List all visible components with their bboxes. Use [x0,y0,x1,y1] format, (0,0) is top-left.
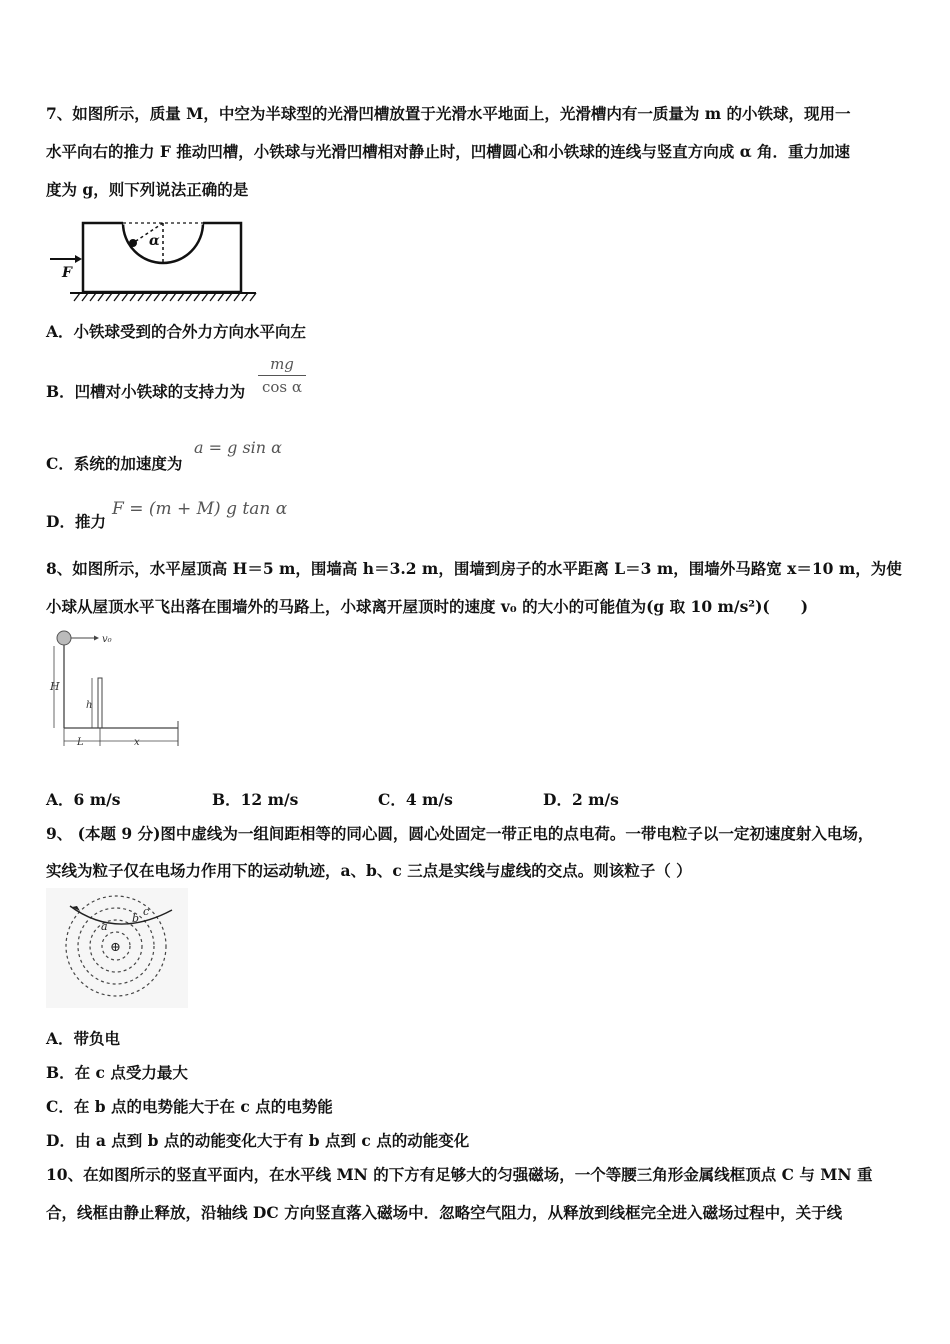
q7-fraction-bar [258,375,306,376]
q7-figure [48,215,260,310]
q9-option-d[interactable]: D．由 a 点到 b 点的动能变化大于有 b 点到 c 点的动能变化 [46,1131,470,1150]
q9-option-b[interactable]: B．在 c 点受力最大 [46,1063,188,1082]
q7-option-a[interactable]: A．小铁球受到的合外力方向水平向左 [46,322,307,341]
q8-v0-label: v₀ [102,634,112,645]
q7-ground-hatch [74,293,256,301]
q8-option-c[interactable]: C．4 m/s [378,790,453,809]
q7-option-c[interactable]: C．系统的加速度为 [46,454,183,473]
q8-x-label: x [134,737,140,748]
q7-option-c-formula: a = g sin α [194,438,282,457]
q8-L-label: L [77,737,84,748]
q7-line-1: 7、如图所示，质量 M，中空为半球型的光滑凹槽放置于光滑水平地面上，光滑槽内有一质量为 m 的小铁球，现用一 [46,104,851,123]
q7-line-2: 水平向右的推力 F 推动凹槽，小铁球与光滑凹槽相对静止时，凹槽圆心和小铁球的连线与竖直方向成 α 角．重力加速 [46,142,851,161]
q7-force-label: F [62,265,72,281]
q8-h-label: h [86,700,93,711]
q10-line-2: 合，线框由静止释放，沿轴线 DC 方向竖直落入磁场中．忽略空气阻力，从释放到线框完全进入磁场过程中，关于线 [46,1203,843,1222]
q7-fraction-numerator: mg [270,355,294,373]
q9-label-c: c [143,905,150,918]
q7-option-b[interactable]: B．凹槽对小铁球的支持力为 [46,382,246,401]
q8-option-a[interactable]: A．6 m/s [46,790,121,809]
q9-label-a: a [101,920,108,933]
q9-option-a[interactable]: A．带负电 [46,1029,121,1048]
q8-line-1: 8、如图所示，水平屋顶高 H＝5 m，围墙高 h＝3.2 m，围墙到房子的水平距离 L＝3 m，围墙外马路宽 x＝10 m，为使 [46,559,902,578]
q7-iron-ball [129,239,137,247]
q8-option-d[interactable]: D．2 m/s [543,790,619,809]
q8-option-b[interactable]: B．12 m/s [212,790,299,809]
q9-label-b: b [132,912,140,925]
q9-option-c[interactable]: C．在 b 点的电势能大于在 c 点的电势能 [46,1097,333,1116]
q7-option-d-formula: F = (m + M) g tan α [112,499,288,519]
q9-line-1: 9、 (本题 9 分)图中虚线为一组间距相等的同心圆，圆心处固定一带正电的点电荷。一带电粒子以一定初速度射入电场， [46,824,874,843]
q8-fence-wall [98,678,102,728]
q8-H-label: H [50,680,60,693]
q9-point-charge: ⊕ [110,940,121,955]
q8-figure [44,628,184,753]
q9-line-2: 实线为粒子仅在电场力作用下的运动轨迹，a、b、c 三点是实线与虚线的交点。则该粒子（ ） [46,861,692,880]
q10-line-1: 10、在如图所示的竖直平面内，在水平线 MN 的下方有足够大的匀强磁场，一个等腰三角形金属线框顶点 C 与 MN 重 [46,1165,873,1184]
q7-alpha-label: α [149,233,160,249]
q8-line-2: 小球从屋顶水平飞出落在围墙外的马路上，小球离开屋顶时的速度 v₀ 的大小的可能值为(g 取 10 m/s²)( ) [46,597,809,616]
q7-option-b-fraction [258,355,306,396]
q9-figure [46,888,188,1008]
q8-ball [57,631,71,645]
q7-option-d[interactable]: D．推力 [46,512,106,531]
q7-fraction-denominator: cos α [261,378,303,396]
q7-line-3: 度为 g，则下列说法正确的是 [46,180,249,199]
